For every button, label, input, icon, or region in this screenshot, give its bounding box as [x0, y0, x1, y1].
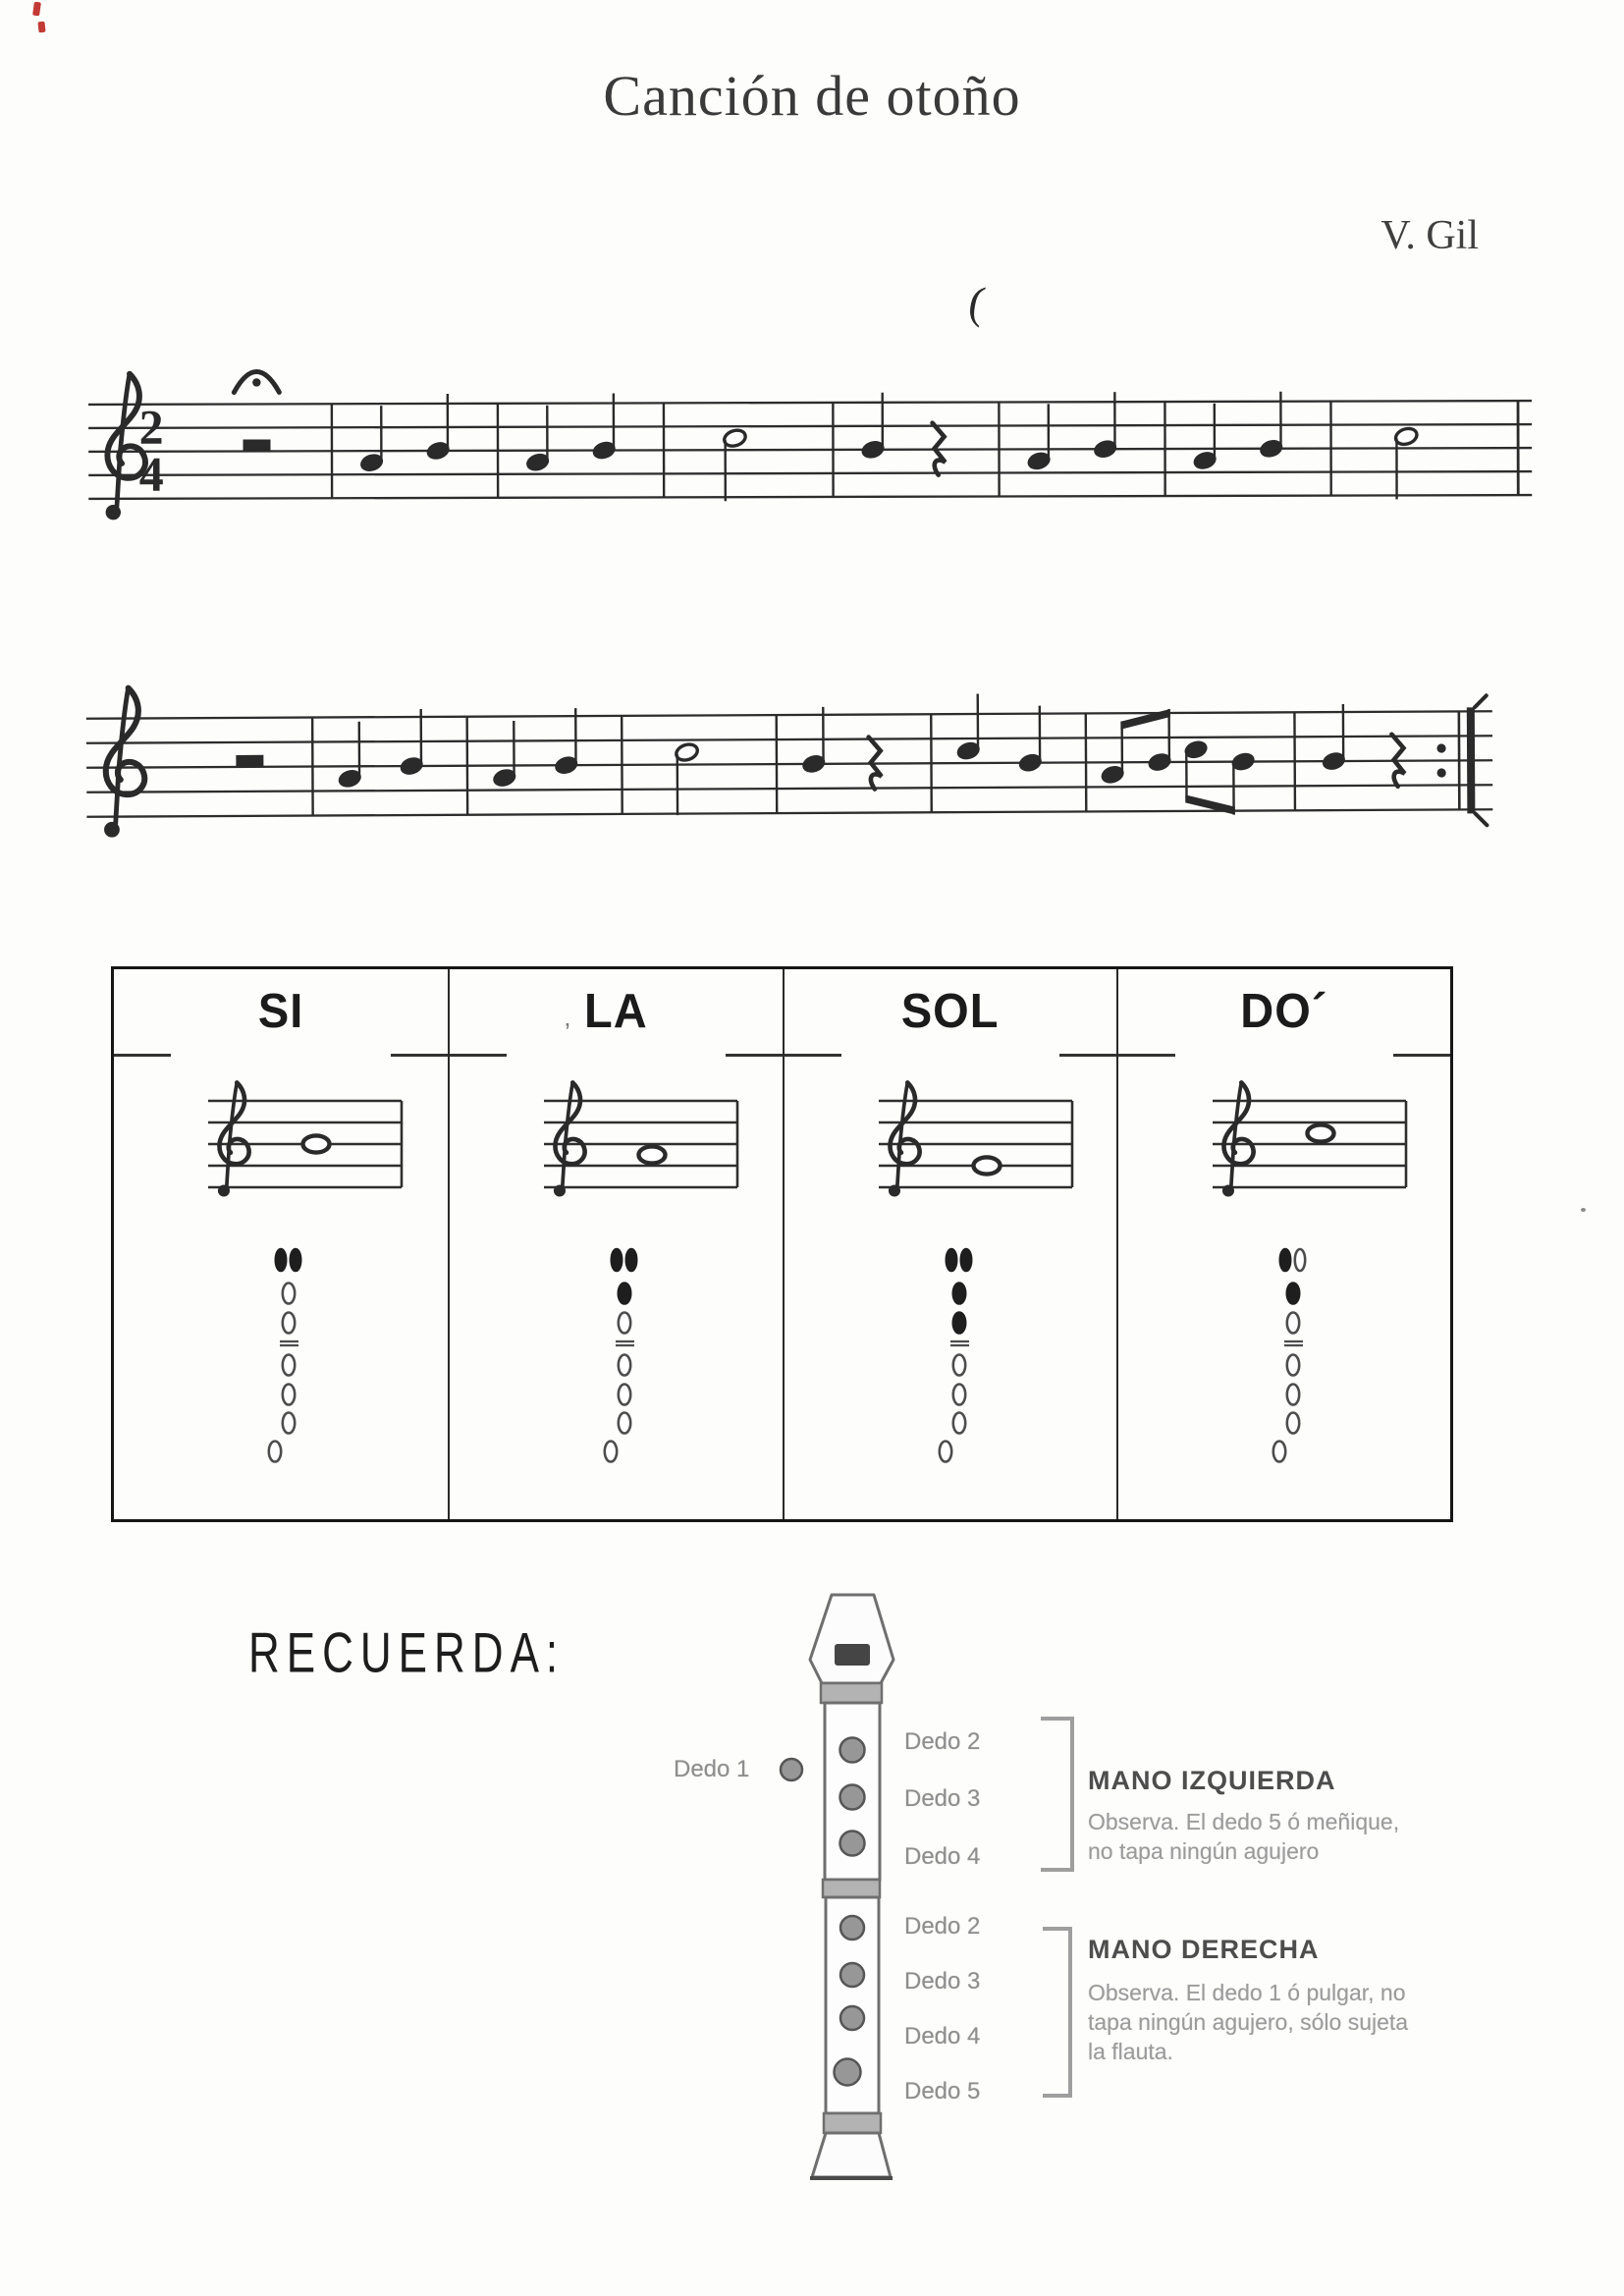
measure: [1192, 392, 1283, 471]
music-staff-line-1: [88, 244, 1533, 552]
fingering-diagram-do: [1224, 1242, 1362, 1478]
whole-note: [1307, 1124, 1333, 1141]
staff-tab-line: [391, 1054, 448, 1057]
measure: [243, 439, 270, 451]
recorder-foot-band: [824, 2113, 881, 2133]
measure: [359, 394, 451, 473]
staff-tab-line: [114, 1054, 171, 1057]
finger-label-lower: Dedo 5: [904, 2078, 981, 2105]
staff-tab-line: [1393, 1054, 1450, 1057]
finger-label-lower: Dedo 4: [904, 2023, 981, 2050]
music-staff-line-2: [85, 613, 1492, 875]
right-hand-note-line: tapa ningún agujero, sólo sujeta: [1088, 2009, 1409, 2035]
barline: [931, 714, 932, 812]
recorder-bell: [812, 2133, 891, 2177]
recorder-pinky-hole: [835, 2059, 861, 2086]
measure: [337, 709, 424, 790]
recorder-hole: [840, 1738, 865, 1763]
staff-tab-line: [450, 1054, 507, 1057]
measure: [801, 707, 882, 790]
quarter-note: [1321, 704, 1346, 772]
measure: [675, 741, 700, 815]
staff-tab-line: [726, 1054, 783, 1057]
left-hand-note: [1088, 1807, 1399, 1866]
fingering-column-sol: [783, 969, 1116, 1519]
red-pen-artifact: [37, 22, 45, 33]
mini-staff-sol: [871, 1083, 1077, 1230]
right-hand-note: [1088, 1978, 1408, 2066]
finger-label-upper: Dedo 3: [904, 1785, 981, 1812]
recuerda-heading: RECUERDA:: [248, 1622, 566, 1685]
right-hand-bracket: [1043, 1927, 1072, 2098]
fingering-diagram-la: [556, 1242, 693, 1478]
finger-label-upper: Dedo 4: [904, 1843, 981, 1870]
left-hand-note-line: Observa. El dedo 5 ó meñique,: [1088, 1809, 1400, 1834]
right-hand-note-line: la flauta.: [1088, 2039, 1173, 2064]
recorder-thumb-hole: [781, 1759, 802, 1780]
measure: [1026, 392, 1117, 471]
recorder-window: [835, 1644, 870, 1666]
barline: [1294, 712, 1295, 810]
song-title: Canción de otoño: [603, 64, 1021, 128]
mini-staff-do: [1205, 1083, 1411, 1230]
barline: [622, 716, 623, 814]
scan-dot-artifact: [1581, 1208, 1586, 1212]
quarter-note: [492, 721, 517, 789]
whole-note: [639, 1146, 666, 1163]
recorder-hole: [840, 1785, 865, 1810]
quarter-note: [801, 707, 827, 775]
quarter-note: [525, 406, 551, 473]
mini-staff-la: [536, 1083, 742, 1230]
measure: [236, 755, 263, 767]
left-hand-bracket: [1041, 1717, 1074, 1872]
quarter-note: [337, 722, 362, 790]
barline: [1086, 713, 1087, 811]
note-name-la: LA: [584, 982, 648, 1038]
stray-ink-mark: ’: [565, 1017, 570, 1047]
staff-tab-line: [1059, 1054, 1116, 1057]
note-name-si: SI: [257, 982, 304, 1038]
half-note: [723, 428, 748, 502]
mini-staff-si: [200, 1083, 406, 1230]
half-rest: [243, 439, 270, 451]
time-signature-top: 2: [138, 399, 164, 455]
half-note: [675, 741, 700, 815]
quarter-note: [1017, 706, 1043, 774]
quarter-note: [1026, 404, 1052, 471]
recorder-mouthpiece: [810, 1595, 893, 1683]
left-hand-title: MANO IZQUIERDA: [1088, 1766, 1336, 1795]
measure: [1393, 426, 1419, 500]
measure: [525, 394, 617, 473]
breath-mark: (: [965, 276, 989, 329]
whole-note: [303, 1135, 330, 1152]
recorder-hole: [840, 1831, 865, 1856]
fingering-column-la: [448, 969, 782, 1519]
fingering-table: [111, 966, 1453, 1522]
fingering-column-si: [114, 969, 448, 1519]
finger-label-thumb: Dedo 1: [674, 1756, 750, 1782]
finger-label-upper: Dedo 2: [904, 1728, 981, 1755]
measure: [492, 708, 579, 789]
note-name-sol: SOL: [900, 982, 1000, 1038]
finger-label-lower: Dedo 3: [904, 1968, 981, 1995]
red-pen-artifact: [32, 2, 41, 17]
note-name-do: DO´: [1240, 982, 1328, 1038]
half-rest: [236, 755, 263, 767]
right-hand-title: MANO DERECHA: [1088, 1935, 1320, 1964]
recorder-hole: [840, 1916, 864, 1940]
measure: [1321, 704, 1404, 787]
half-note: [1393, 426, 1419, 500]
treble-clef: [103, 688, 144, 838]
right-hand-note-line: Observa. El dedo 1 ó pulgar, no: [1088, 1980, 1406, 2005]
recorder-hole: [840, 2006, 864, 2030]
time-signature-bottom: 4: [138, 446, 164, 502]
fingering-diagram-si: [220, 1242, 357, 1478]
quarter-note: [359, 406, 385, 473]
fingering-column-do: [1116, 969, 1450, 1519]
staff-tab-line: [785, 1054, 841, 1057]
recorder-joint: [823, 1880, 880, 1897]
recorder-hole: [840, 1963, 864, 1987]
quarter-note: [554, 708, 579, 776]
barline: [467, 717, 468, 815]
measure: [723, 428, 748, 502]
barline: [312, 718, 313, 816]
barline: [777, 715, 778, 813]
quarter-note: [399, 709, 424, 777]
quarter-note: [955, 693, 981, 761]
whole-note: [973, 1157, 1000, 1174]
fermata: [234, 371, 279, 392]
quarter-note: [1192, 404, 1218, 471]
eighth-note-pair: [1183, 738, 1256, 815]
finger-label-lower: Dedo 2: [904, 1913, 981, 1940]
measure: [860, 393, 946, 475]
staff-tab-line: [1118, 1054, 1175, 1057]
eighth-note-pair: [1100, 709, 1172, 786]
left-hand-note-line: no tapa ningún agujero: [1088, 1838, 1320, 1864]
fingering-diagram-sol: [891, 1242, 1028, 1478]
recorder-diagram: [731, 1561, 967, 2210]
composer-name: V. Gil: [1380, 213, 1479, 258]
measure: [955, 693, 1043, 774]
